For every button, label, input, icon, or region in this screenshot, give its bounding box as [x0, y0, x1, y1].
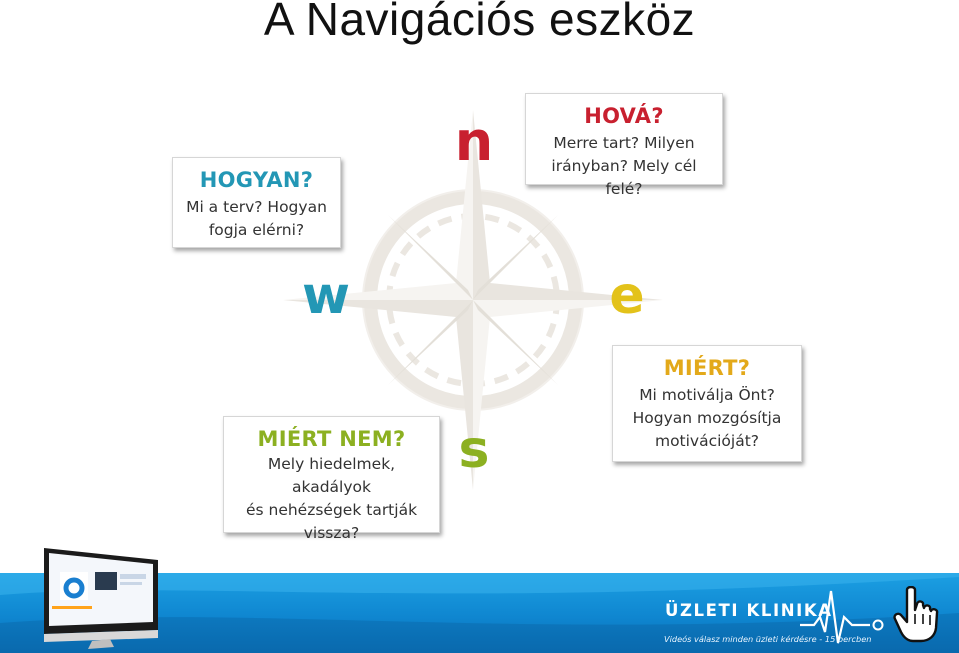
card-hogyan-line: Mi a terv? Hogyan: [186, 198, 327, 216]
card-hogyan-line: fogja elérni?: [208, 221, 305, 239]
hand-cursor-icon: [893, 586, 941, 644]
card-miert-line: Hogyan mozgósítja: [632, 409, 782, 427]
card-hova: [525, 93, 723, 198]
card-hogyan-heading: HOGYAN?: [199, 168, 314, 192]
east-letter: e: [609, 266, 645, 326]
card-miert-line: motivációját?: [654, 432, 760, 450]
west-letter: w: [301, 266, 351, 326]
card-hogyan-body: [173, 196, 340, 242]
brand-tagline: Videós válasz minden üzleti kérdésre - 15 percben: [664, 634, 872, 644]
monitor-icon: [40, 546, 162, 650]
heartbeat-icon: [800, 587, 890, 647]
page-title: A Navigációs eszköz: [263, 0, 696, 45]
north-letter: n: [454, 110, 494, 173]
card-hogyan: [172, 157, 341, 248]
card-miert-nem-line: és nehézségek tartják: [245, 501, 418, 519]
south-letter: s: [458, 420, 490, 480]
card-miert-heading: MIÉRT?: [663, 356, 751, 380]
card-miert-nem-heading: MIÉRT NEM?: [257, 427, 406, 451]
card-miert-nem: [223, 416, 440, 542]
brand-name: ÜZLETI KLINIKA: [665, 601, 833, 620]
card-miert-nem-body: [224, 453, 439, 545]
card-hova-body: [526, 132, 722, 201]
card-miert-nem-line: Mely hiedelmek, akadályok: [267, 455, 396, 496]
card-miert-body: [613, 384, 801, 453]
card-hova-line: irányban? Mely cél felé?: [551, 157, 697, 198]
card-miert-nem-line: vissza?: [303, 524, 360, 542]
card-hova-line: Merre tart? Milyen: [553, 134, 695, 152]
card-miert: [612, 345, 802, 462]
card-hova-heading: HOVÁ?: [584, 104, 664, 128]
card-miert-line: Mi motiválja Önt?: [639, 386, 775, 404]
